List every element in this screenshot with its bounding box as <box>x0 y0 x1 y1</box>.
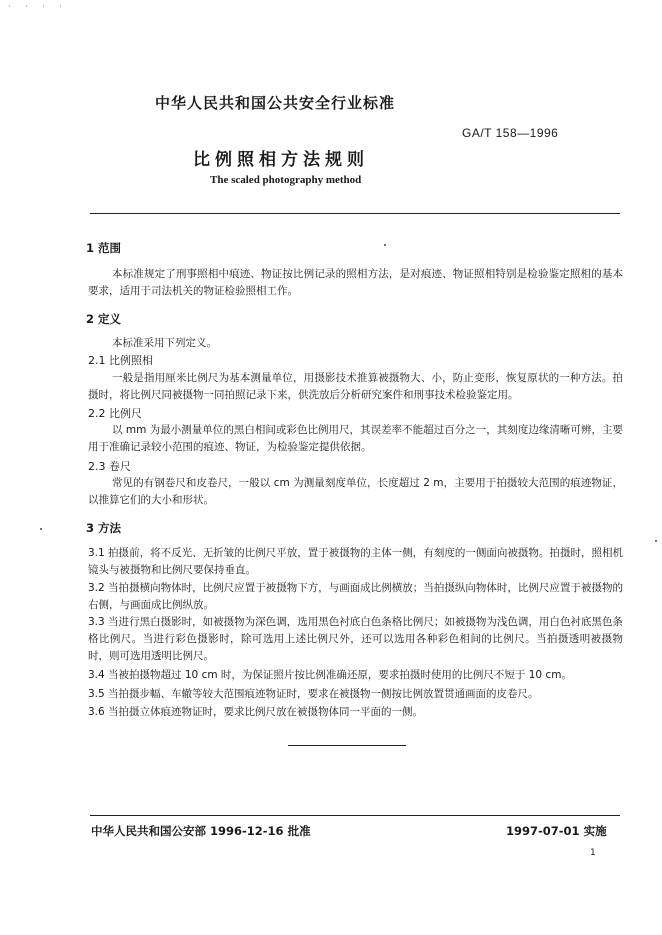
method-3-1: 3.1 拍摄前，将不反光、无折皱的比例尺平放，置于被摄物的主体一侧，有刻度的一侧面向被摄物。拍摄时，照相机镜头与被摄物和比例尺要保持垂直。 <box>88 547 623 576</box>
section-2-heading: 2 定义 <box>86 312 122 326</box>
standard-org-title: 中华人民共和国公共安全行业标准 <box>155 94 396 112</box>
standard-code: GA/T 158—1996 <box>462 126 559 140</box>
scan-dot <box>655 540 657 542</box>
scan-dot <box>384 244 386 246</box>
section-3-heading: 3 方法 <box>86 521 122 535</box>
page-number: 1 <box>590 848 596 858</box>
section-1-heading: 1 范围 <box>86 241 122 255</box>
definition-2-1-text: 一般是指用厘米比例尺为基本测量单位，用摄影技术推算被摄物大、小，防止变形，恢复原状的一种方法。拍摄时，将比例尺同被摄物一同拍照记录下来，供洗放后分析研究案件和刑事技术检验鉴定用。 <box>88 372 623 401</box>
method-3-6: 3.6 当拍摄立体痕迹物证时，要求比例尺放在被摄物体同一平面的一侧。 <box>88 706 424 718</box>
footer-divider <box>90 815 620 816</box>
scan-specks: · · · · <box>8 2 68 11</box>
header-divider <box>90 213 620 214</box>
definition-2-1-heading: 2.1 比例照相 <box>88 354 153 367</box>
section-1-paragraph: 本标准规定了刑事照相中痕迹、物证按比例记录的照相方法，是对痕迹、物证照相特别是检验鉴定照相的基本要求，适用于司法机关的物证检验照相工作。 <box>88 268 623 297</box>
method-3-4: 3.4 当被拍摄物超过 10 cm 时，为保证照片按比例准确还原，要求拍摄时使用的比例尺不短于 10 cm。 <box>88 669 572 681</box>
method-3-2: 3.2 当拍摄横向物体时，比例尺应置于被摄物下方，与画面成比例横放；当拍摄纵向物体时，比例尺应置于被摄物的右侧，与画面成比例纵放。 <box>88 582 623 611</box>
implementation-date: 1997-07-01 实施 <box>506 824 607 838</box>
document-subtitle-en: The scaled photography method <box>210 174 362 186</box>
document-title: 比例照相方法规则 <box>193 150 369 170</box>
section-2-intro: 本标准采用下列定义。 <box>112 337 217 349</box>
method-3-3: 3.3 当进行黑白摄影时，如被摄物为深色调，选用黑色衬底白色条格比例尺；如被摄物为浅色调，用白色衬底黑色条格比例尺。当进行彩色摄影时，除可选用上述比例尺外，还可以选用各种彩色相间的比例尺。当拍摄透明被摄物时，则可选用透明比例尺。 <box>88 616 623 662</box>
end-rule <box>288 745 406 746</box>
definition-2-2-heading: 2.2 比例尺 <box>88 407 142 420</box>
approval-date: 中华人民共和国公安部 1996-12-16 批准 <box>91 824 311 838</box>
method-3-5: 3.5 当拍摄步幅、车辙等较大范围痕迹物证时，要求在被摄物一侧按比例放置贯通画面的皮卷尺。 <box>88 688 539 700</box>
definition-2-3-heading: 2.3 卷尺 <box>88 460 131 473</box>
scan-dot <box>40 528 42 530</box>
definition-2-2-text: 以 mm 为最小测量单位的黑白相间或彩色比例用尺，其误差率不能超过百分之一，其刻度边缘清晰可辨，主要用于准确记录较小范围的痕迹、物证，为检验鉴定提供依据。 <box>88 424 623 453</box>
definition-2-3-text: 常见的有钢卷尺和皮卷尺，一般以 cm 为测量刻度单位，长度超过 2 m，主要用于拍摄较大范围的痕迹物证，以推算它们的大小和形状。 <box>88 477 623 506</box>
